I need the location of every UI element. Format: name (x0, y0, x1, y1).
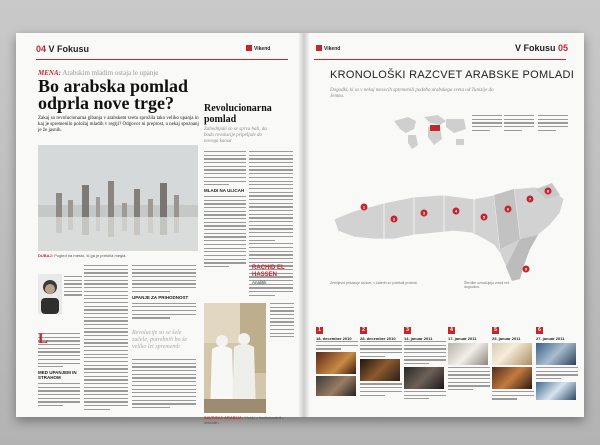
timeline-photo-5 (492, 343, 532, 365)
kicker-text: Arabskim mladim ostaja le upanje (62, 69, 159, 77)
timeline-item-5 (492, 318, 534, 414)
city-photo-caption (38, 253, 198, 258)
city-caption-text: Pogled na mesto, ki ga je prekrila megla. (54, 253, 127, 258)
magazine-spread (16, 33, 584, 425)
timeline-item-4 (448, 318, 490, 414)
right-header-rule (314, 59, 566, 60)
left-page (16, 33, 304, 425)
map-note: Zemljevid prikazuje države, v katerih so potekali protesti. (330, 281, 418, 285)
timeline-num-5: 5 (492, 327, 499, 334)
analyst-role: Analitik (252, 280, 267, 285)
timeline-item-6 (536, 318, 578, 414)
city-caption-label: DUBAJ: (38, 253, 54, 258)
men-caption-label: SAVDSKA ARABIJA: (204, 415, 244, 420)
body-column-2 (84, 265, 128, 413)
left-header-tag (246, 45, 270, 52)
mena-map (324, 99, 584, 311)
dropcap: L (38, 331, 49, 347)
map-marker-label-2: 2 (392, 216, 396, 222)
timeline-item-2 (360, 318, 402, 414)
map-marker-label-5: 5 (482, 214, 486, 220)
timeline-date-1: 18. december 2010 (316, 336, 352, 341)
body-column-6 (270, 303, 294, 340)
timeline-num-4: 4 (448, 327, 455, 334)
subhead-upanje: UPANJE ZA PRIHODNOST (132, 294, 189, 300)
chronology-intro: Dogodki, ki so v nekaj mesecih spremenili podobo arabskega sveta od Tunizije do Jemna. (330, 88, 494, 99)
timeline-photo-1 (316, 352, 356, 374)
timeline-photo-4 (448, 343, 488, 365)
timeline-date-3: 14. januar 2011 (404, 336, 433, 341)
right-page (304, 33, 584, 417)
left-header-brand: Vikend (254, 46, 271, 52)
subhead-mladi: MLADI NA ULICAH (204, 187, 245, 193)
chronology-title: KRONOLOŠKI RAZCVET ARABSKE POMLADI (330, 69, 575, 81)
timeline-photo-3 (404, 367, 444, 389)
timeline-photo-1b (316, 376, 356, 396)
kicker-label: MENA: (38, 69, 61, 77)
left-folio (36, 44, 89, 54)
timeline-num-3: 3 (404, 327, 411, 334)
map-marker-label-6: 6 (506, 206, 510, 212)
body-column-3b (132, 359, 196, 411)
portrait-side-text (64, 276, 82, 298)
portrait-photo (38, 274, 62, 314)
left-header-rule (36, 59, 288, 60)
right-page-number: 05 (557, 43, 568, 53)
timeline-item-3 (404, 318, 446, 414)
body-column-3 (132, 265, 196, 321)
timeline-num-1: 1 (316, 327, 323, 334)
men-photo-caption (204, 415, 294, 425)
map-marker-label-8: 8 (546, 188, 550, 194)
timeline-photo-2 (360, 359, 400, 381)
body-column-1 (38, 333, 80, 409)
timeline-item-1 (316, 318, 358, 414)
timeline-photo-6 (536, 343, 576, 365)
map-marker-label-1: 1 (362, 204, 366, 210)
right-folio (515, 43, 568, 53)
left-page-number: 04 (36, 44, 47, 54)
city-fog-photo (38, 145, 198, 251)
map-marker-label-7: 7 (528, 196, 532, 202)
timeline-photo-5b (492, 367, 532, 389)
map-marker-label-3: 3 (422, 210, 426, 216)
map-marker-label-4: 4 (454, 208, 458, 214)
section-intro: Zahodnjaki so se sprva bali, da bodo revolucije pripeljale do novega kaosa (204, 127, 267, 144)
timeline-date-6: 27. januar 2011 (536, 336, 565, 341)
analyst-name (252, 265, 296, 287)
analyst-name-text: RACHID EL HASSEN (252, 265, 285, 278)
right-header-brand: Vikend (324, 46, 341, 52)
pull-quote: Revolucije so se šele začele, potrebnih bo še veliko let sprememb (132, 330, 188, 350)
right-folio-section: V Fokusu (514, 43, 556, 53)
map-marker-label-9: 9 (524, 266, 528, 272)
timeline-num-2: 2 (360, 327, 367, 334)
section-title: Revolucionarna pomlad (204, 103, 272, 125)
men-caption-text: Moški v tradicionalnih oblačilih. (204, 415, 283, 425)
timeline-date-5: 25. januar 2011 (492, 336, 521, 341)
lead-paragraph: Zakaj so revolucionarna gibanja v arabskem svetu sprožila tako veliko upanja in kaj je spremenilo položaj mladih v regiji? Odgovor ni preprost, a nekaj spoznanj je že jasnih. (38, 116, 199, 133)
subhead-strah: MED UPANJEM IN STRAHOM (38, 369, 77, 380)
timeline-date-2: 28. december 2010 (360, 336, 396, 341)
right-header-tag (316, 45, 340, 52)
men-photo (204, 303, 266, 413)
body-column-4 (204, 151, 246, 270)
timeline-num-6: 6 (536, 327, 543, 334)
headline: Bo arabska pomlad odprla nove trge? (38, 76, 189, 113)
left-folio-section: V Fokusu (48, 44, 90, 54)
brand-square-icon (316, 45, 322, 51)
map-legend: Številke označujejo vrstni red dogodkov. (464, 281, 510, 289)
brand-square-icon (246, 45, 252, 51)
timeline-date-4: 17. januar 2011 (448, 336, 477, 341)
timeline-photo-6b (536, 382, 576, 400)
